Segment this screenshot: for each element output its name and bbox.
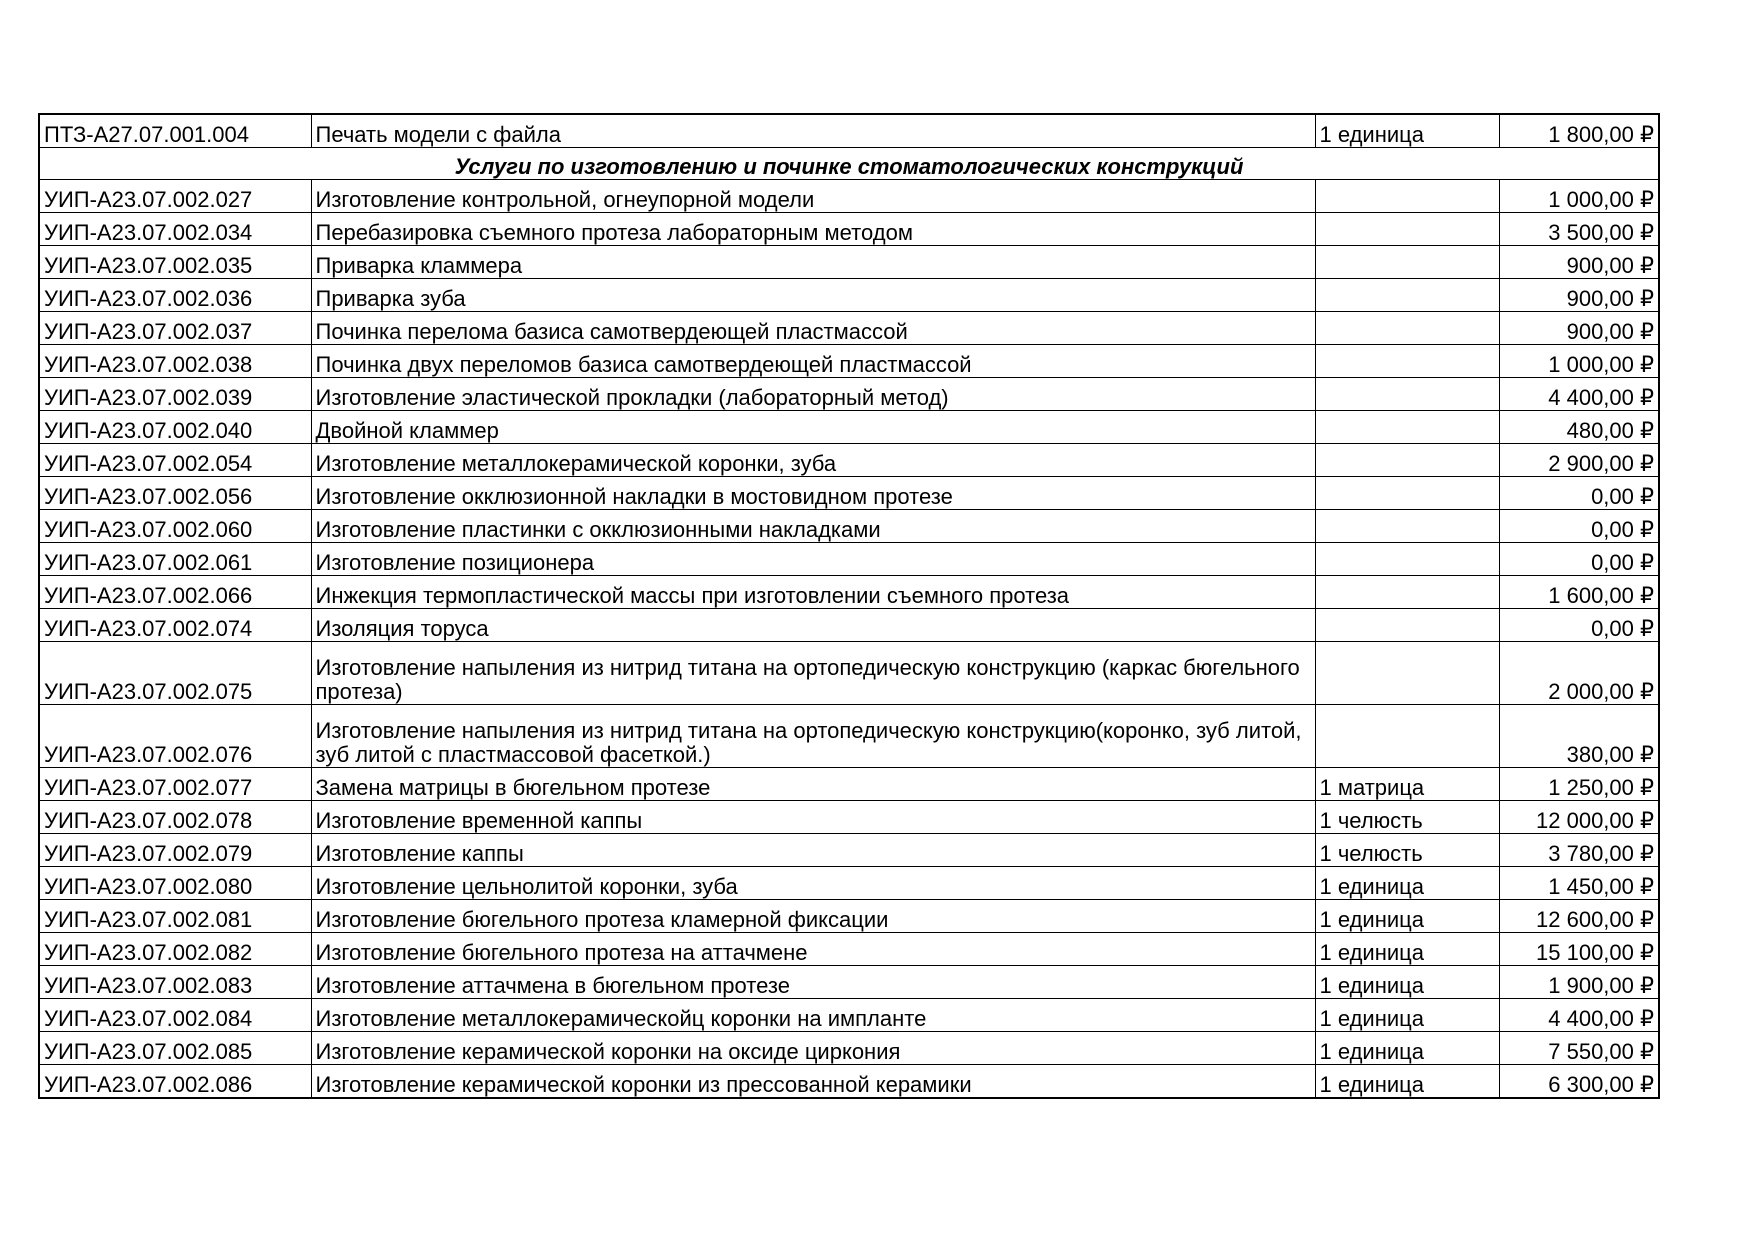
service-unit: 1 матрица	[1315, 768, 1499, 801]
service-unit	[1315, 576, 1499, 609]
table-row	[39, 279, 1659, 312]
service-name: Изготовление цельнолитой коронки, зуба	[311, 867, 1315, 900]
service-price: 1 000,00 ₽	[1499, 180, 1659, 213]
service-code: УИП-А23.07.002.082	[39, 933, 311, 966]
table-row	[39, 867, 1659, 900]
service-unit	[1315, 705, 1499, 768]
service-code: УИП-А23.07.002.075	[39, 642, 311, 705]
service-code: УИП-А23.07.002.074	[39, 609, 311, 642]
service-price: 380,00 ₽	[1499, 705, 1659, 768]
service-unit: 1 единица	[1315, 1032, 1499, 1065]
table-row	[39, 312, 1659, 345]
service-price: 900,00 ₽	[1499, 246, 1659, 279]
service-price: 12 000,00 ₽	[1499, 801, 1659, 834]
service-unit	[1315, 180, 1499, 213]
service-price: 6 300,00 ₽	[1499, 1065, 1659, 1099]
service-unit	[1315, 345, 1499, 378]
service-price: 12 600,00 ₽	[1499, 900, 1659, 933]
table-row	[39, 213, 1659, 246]
service-code: УИП-А23.07.002.039	[39, 378, 311, 411]
service-name: Печать модели с файла	[311, 114, 1315, 148]
service-price: 0,00 ₽	[1499, 510, 1659, 543]
service-name: Изготовление бюгельного протеза на аттачмене	[311, 933, 1315, 966]
service-price: 2 000,00 ₽	[1499, 642, 1659, 705]
service-code: УИП-А23.07.002.036	[39, 279, 311, 312]
table-row	[39, 1032, 1659, 1065]
service-code: УИП-А23.07.002.086	[39, 1065, 311, 1099]
table-row	[39, 378, 1659, 411]
service-unit	[1315, 510, 1499, 543]
service-price: 4 400,00 ₽	[1499, 378, 1659, 411]
service-code: ПТЗ-А27.07.001.004	[39, 114, 311, 148]
table-row	[39, 1065, 1659, 1099]
service-name: Приварка кламмера	[311, 246, 1315, 279]
service-price: 480,00 ₽	[1499, 411, 1659, 444]
service-unit	[1315, 543, 1499, 576]
service-unit: 1 единица	[1315, 114, 1499, 148]
service-unit: 1 единица	[1315, 966, 1499, 999]
service-price: 1 800,00 ₽	[1499, 114, 1659, 148]
service-name: Замена матрицы в бюгельном протезе	[311, 768, 1315, 801]
service-price: 15 100,00 ₽	[1499, 933, 1659, 966]
table-row	[39, 576, 1659, 609]
service-name: Двойной кламмер	[311, 411, 1315, 444]
service-name: Изготовление окклюзионной накладки в мостовидном протезе	[311, 477, 1315, 510]
service-name: Изготовление пластинки с окклюзионными накладками	[311, 510, 1315, 543]
service-code: УИП-А23.07.002.040	[39, 411, 311, 444]
price-list-body	[39, 114, 1659, 1098]
service-price: 4 400,00 ₽	[1499, 999, 1659, 1032]
service-unit: 1 единица	[1315, 999, 1499, 1032]
service-price: 900,00 ₽	[1499, 279, 1659, 312]
service-code: УИП-А23.07.002.081	[39, 900, 311, 933]
service-code: УИП-А23.07.002.079	[39, 834, 311, 867]
table-row	[39, 966, 1659, 999]
service-unit	[1315, 213, 1499, 246]
service-name: Изготовление временной каппы	[311, 801, 1315, 834]
service-unit: 1 единица	[1315, 867, 1499, 900]
service-price: 1 900,00 ₽	[1499, 966, 1659, 999]
table-row	[39, 705, 1659, 768]
table-row	[39, 801, 1659, 834]
service-unit: 1 единица	[1315, 900, 1499, 933]
service-unit: 1 челюсть	[1315, 834, 1499, 867]
service-price: 1 450,00 ₽	[1499, 867, 1659, 900]
service-price: 0,00 ₽	[1499, 609, 1659, 642]
service-name: Изготовление керамической коронки на оксиде циркония	[311, 1032, 1315, 1065]
service-price: 2 900,00 ₽	[1499, 444, 1659, 477]
service-name: Изоляция торуса	[311, 609, 1315, 642]
service-price: 1 000,00 ₽	[1499, 345, 1659, 378]
service-code: УИП-А23.07.002.037	[39, 312, 311, 345]
service-code: УИП-А23.07.002.054	[39, 444, 311, 477]
table-row	[39, 768, 1659, 801]
table-row	[39, 900, 1659, 933]
section-header-row	[39, 148, 1659, 180]
service-name: Починка перелома базиса самотвердеющей пластмассой	[311, 312, 1315, 345]
table-row	[39, 411, 1659, 444]
section-title: Услуги по изготовлению и починке стоматологических конструкций	[39, 148, 1659, 180]
service-unit	[1315, 246, 1499, 279]
service-code: УИП-А23.07.002.056	[39, 477, 311, 510]
service-code: УИП-А23.07.002.083	[39, 966, 311, 999]
table-row	[39, 246, 1659, 279]
service-name: Починка двух переломов базиса самотвердеющей пластмассой	[311, 345, 1315, 378]
service-unit	[1315, 444, 1499, 477]
service-unit	[1315, 312, 1499, 345]
service-unit	[1315, 642, 1499, 705]
price-list-table	[38, 113, 1660, 1099]
table-row	[39, 999, 1659, 1032]
service-code: УИП-А23.07.002.085	[39, 1032, 311, 1065]
table-row	[39, 345, 1659, 378]
service-code: УИП-А23.07.002.078	[39, 801, 311, 834]
table-row	[39, 609, 1659, 642]
service-unit	[1315, 609, 1499, 642]
table-row	[39, 510, 1659, 543]
table-row	[39, 642, 1659, 705]
service-unit	[1315, 411, 1499, 444]
service-price: 900,00 ₽	[1499, 312, 1659, 345]
service-unit: 1 единица	[1315, 933, 1499, 966]
service-name: Изготовление напыления из нитрид титана на ортопедическую конструкцию (каркас бюгельного протеза)	[311, 642, 1315, 705]
service-price: 3 780,00 ₽	[1499, 834, 1659, 867]
table-row	[39, 933, 1659, 966]
service-unit	[1315, 477, 1499, 510]
service-code: УИП-А23.07.002.060	[39, 510, 311, 543]
service-code: УИП-А23.07.002.038	[39, 345, 311, 378]
service-price: 1 250,00 ₽	[1499, 768, 1659, 801]
service-price: 1 600,00 ₽	[1499, 576, 1659, 609]
service-code: УИП-А23.07.002.076	[39, 705, 311, 768]
service-name: Изготовление аттачмена в бюгельном протезе	[311, 966, 1315, 999]
service-unit	[1315, 279, 1499, 312]
service-name: Изготовление позиционера	[311, 543, 1315, 576]
service-name: Изготовление металлокерамическойц коронки на импланте	[311, 999, 1315, 1032]
service-name: Перебазировка съемного протеза лабораторным методом	[311, 213, 1315, 246]
service-code: УИП-А23.07.002.080	[39, 867, 311, 900]
service-code: УИП-А23.07.002.034	[39, 213, 311, 246]
service-name: Инжекция термопластической массы при изготовлении съемного протеза	[311, 576, 1315, 609]
service-price: 0,00 ₽	[1499, 477, 1659, 510]
service-unit: 1 челюсть	[1315, 801, 1499, 834]
service-name: Изготовление каппы	[311, 834, 1315, 867]
service-name: Изготовление металлокерамической коронки, зуба	[311, 444, 1315, 477]
service-name: Изготовление эластической прокладки (лабораторный метод)	[311, 378, 1315, 411]
service-code: УИП-А23.07.002.066	[39, 576, 311, 609]
service-name: Изготовление напыления из нитрид титана на ортопедическую конструкцию(коронко, зуб литой, зуб литой с пластмассовой фасеткой.)	[311, 705, 1315, 768]
service-name: Изготовление бюгельного протеза кламерной фиксации	[311, 900, 1315, 933]
service-code: УИП-А23.07.002.077	[39, 768, 311, 801]
table-row	[39, 834, 1659, 867]
service-code: УИП-А23.07.002.084	[39, 999, 311, 1032]
service-code: УИП-А23.07.002.035	[39, 246, 311, 279]
service-code: УИП-А23.07.002.027	[39, 180, 311, 213]
service-name: Приварка зуба	[311, 279, 1315, 312]
table-row	[39, 180, 1659, 213]
table-row	[39, 477, 1659, 510]
service-unit: 1 единица	[1315, 1065, 1499, 1099]
service-code: УИП-А23.07.002.061	[39, 543, 311, 576]
table-row	[39, 444, 1659, 477]
service-unit	[1315, 378, 1499, 411]
service-price: 0,00 ₽	[1499, 543, 1659, 576]
service-name: Изготовление контрольной, огнеупорной модели	[311, 180, 1315, 213]
service-price: 7 550,00 ₽	[1499, 1032, 1659, 1065]
table-row	[39, 543, 1659, 576]
service-name: Изготовление керамической коронки из прессованной керамики	[311, 1065, 1315, 1099]
table-row	[39, 114, 1659, 148]
service-price: 3 500,00 ₽	[1499, 213, 1659, 246]
